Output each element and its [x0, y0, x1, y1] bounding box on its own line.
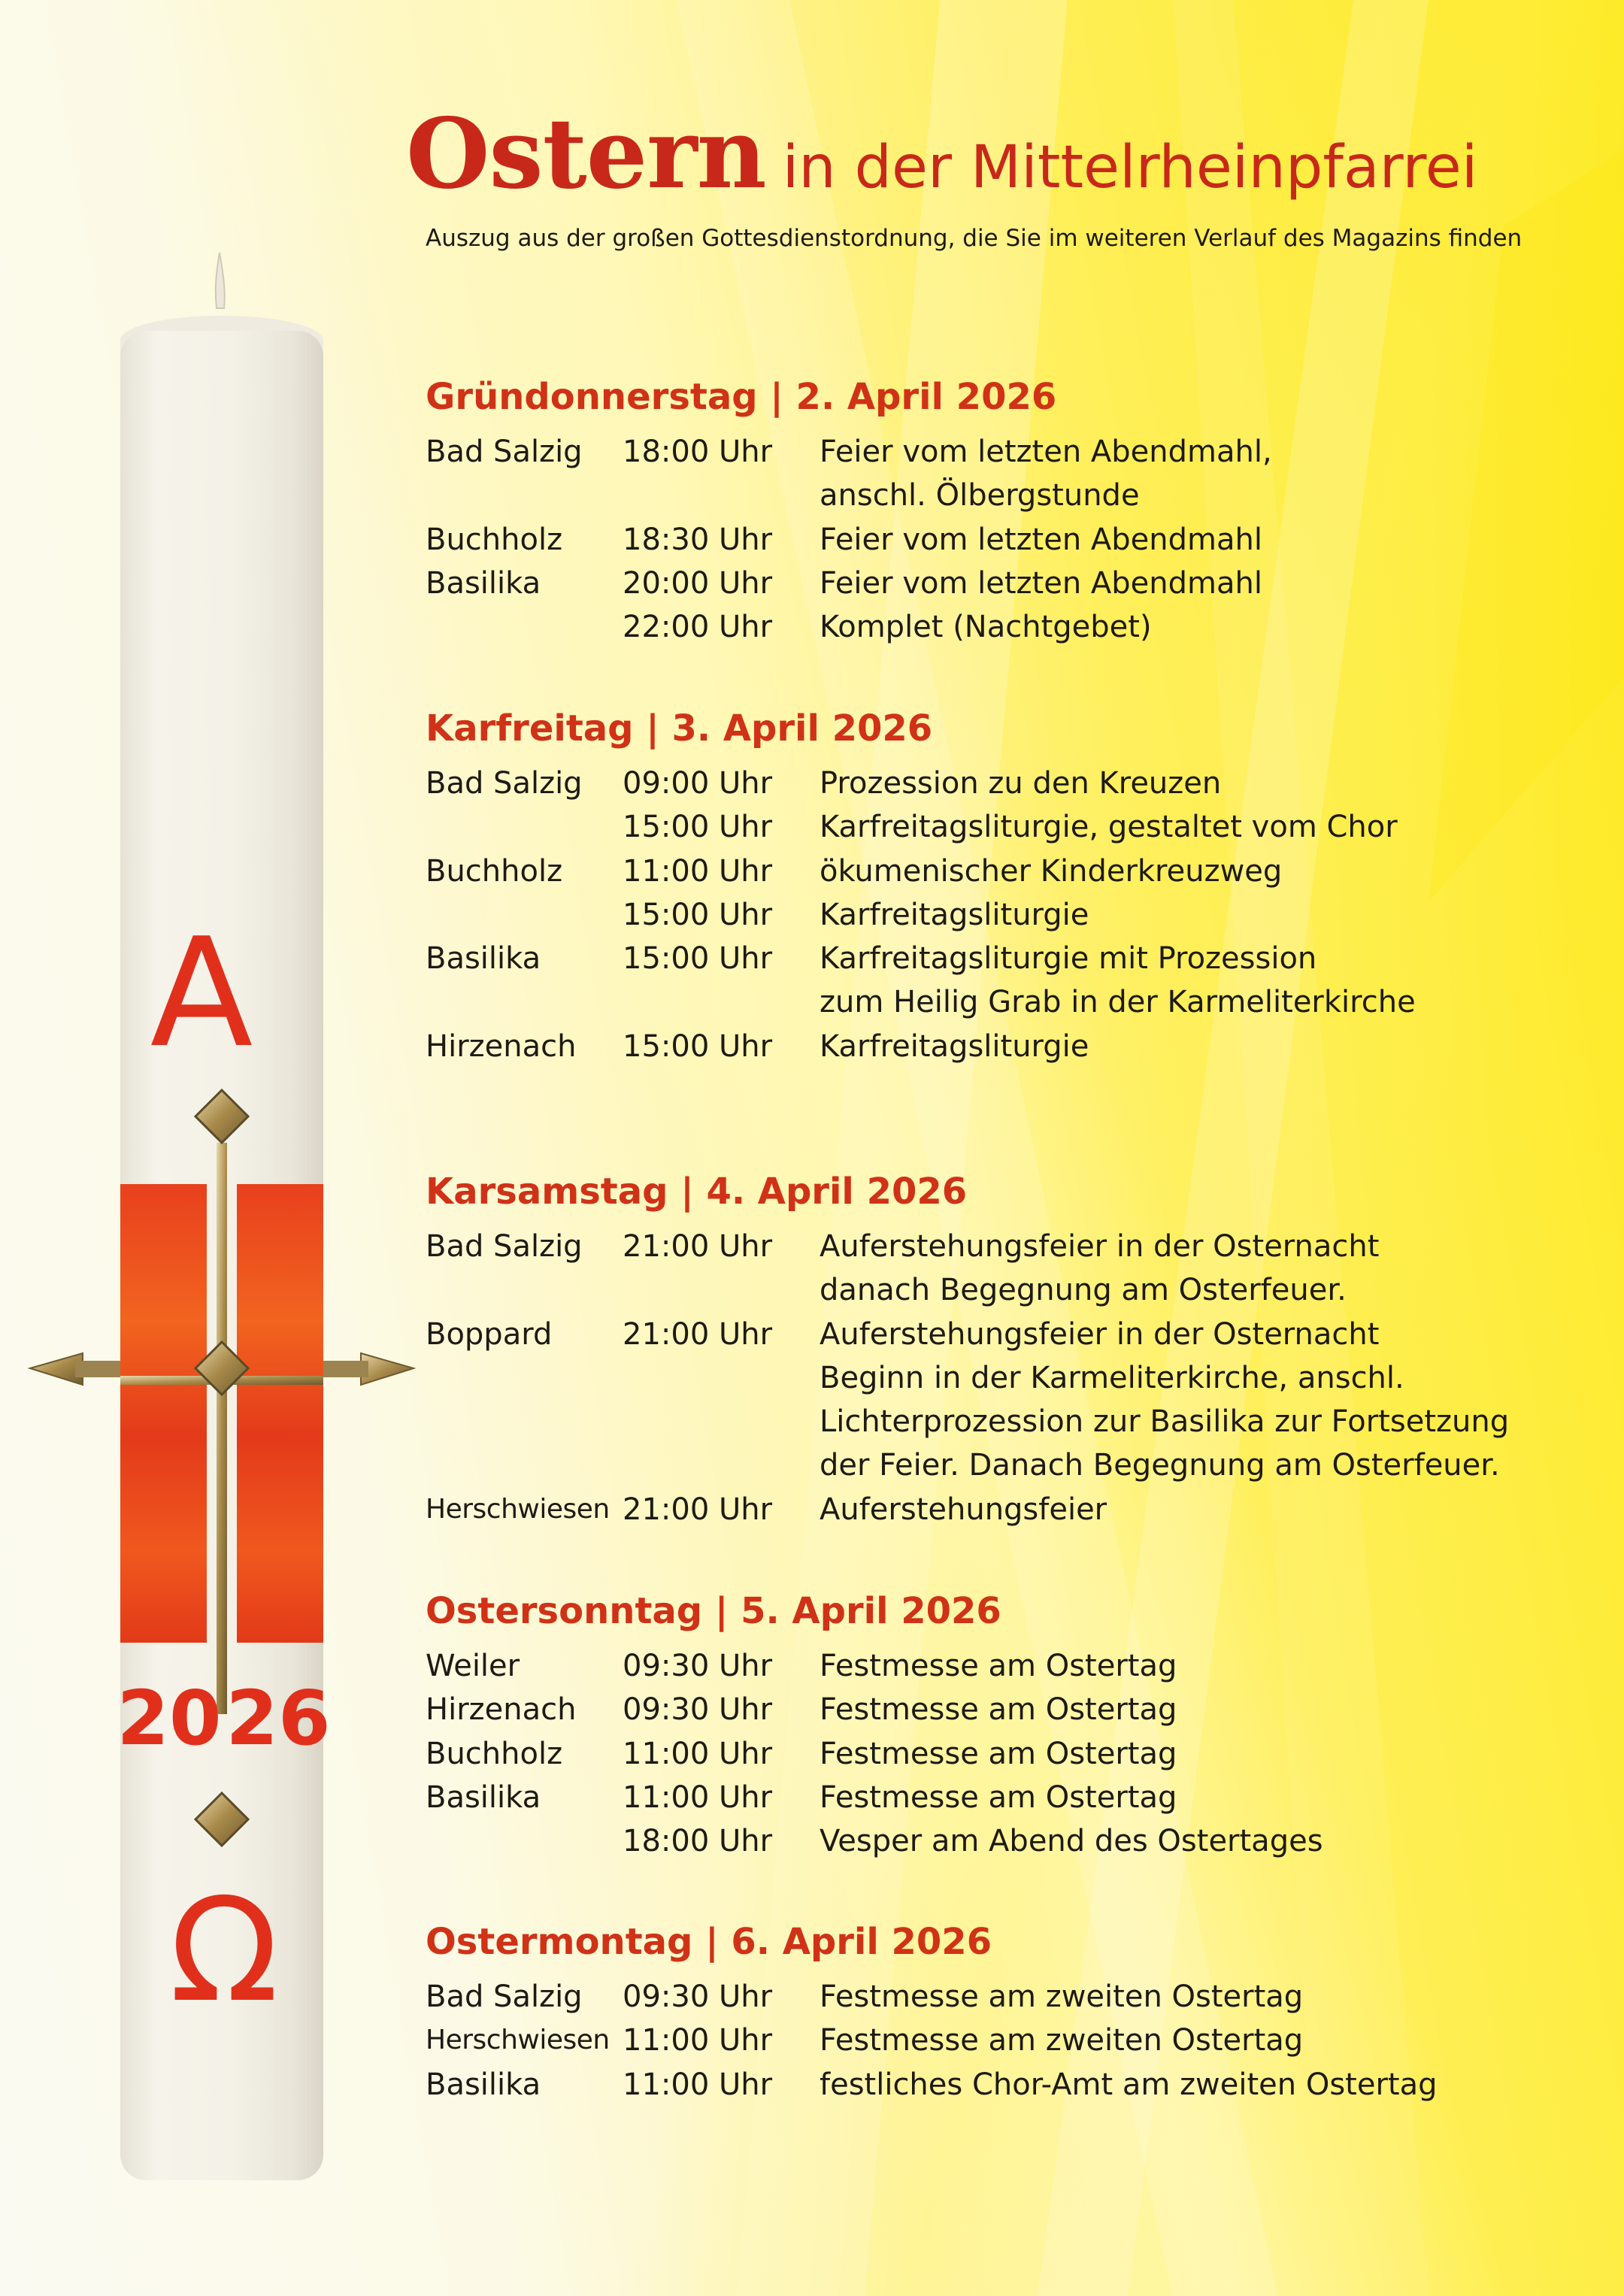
- day-section-karsamstag: [426, 1169, 1598, 1531]
- schedule-row: [426, 518, 1598, 562]
- location-cell: Bad Salzig: [426, 435, 583, 469]
- candle-year-left: 20: [117, 1674, 222, 1762]
- description-cell: Auferstehungsfeier: [820, 1492, 1107, 1527]
- location-cell: Buchholz: [426, 1736, 563, 1771]
- location-cell: Basilika: [426, 565, 541, 601]
- description-cell: festliches Chor-Amt am zweiten Ostertag: [820, 2067, 1438, 2102]
- time-cell: 18:00 Uhr: [623, 1824, 773, 1859]
- time-cell: 22:00 Uhr: [623, 610, 773, 645]
- day-section-karfreitag: [426, 706, 1598, 1068]
- time-cell: [623, 980, 820, 1024]
- schedule-row: [426, 1975, 1598, 2019]
- schedule-row: [426, 1776, 1598, 1819]
- schedule-row: [426, 762, 1598, 805]
- location-cell: Herschwiesen: [426, 2025, 610, 2056]
- description-cell: ökumenischer Kinderkreuzweg: [820, 853, 1283, 889]
- time-cell: 11:00 Uhr: [623, 1780, 773, 1815]
- location-cell: Hirzenach: [426, 1692, 577, 1728]
- description-cell: danach Begegnung am Osterfeuer.: [820, 1273, 1347, 1308]
- schedule-row: [426, 893, 1598, 937]
- schedule-row: [426, 474, 1598, 517]
- page-title: [406, 98, 1477, 211]
- description-cell: Karfreitagsliturgie: [820, 897, 1089, 932]
- day-section-ostermontag: [426, 1919, 1598, 2107]
- schedule-row: [426, 1313, 1598, 1356]
- description-cell: Karfreitagsliturgie mit Prozession: [820, 941, 1317, 977]
- time-cell: 09:30 Uhr: [623, 1692, 773, 1728]
- description-cell: Festmesse am Ostertag: [820, 1649, 1177, 1683]
- description-cell: Vesper am Abend des Ostertages: [820, 1824, 1323, 1859]
- schedule-row: [426, 1819, 1598, 1863]
- time-cell: 09:30 Uhr: [623, 1979, 773, 2014]
- time-cell: 15:00 Uhr: [623, 941, 773, 977]
- location-cell: Basilika: [426, 2067, 541, 2102]
- easter-candle-image: [23, 248, 421, 2203]
- description-cell: Prozession zu den Kreuzen: [820, 766, 1222, 801]
- location-cell: Buchholz: [426, 853, 563, 889]
- day-section-ostersonntag: [426, 1589, 1598, 1863]
- schedule-row: [426, 980, 1598, 1024]
- description-cell: zum Heilig Grab in der Karmeliterkirche: [820, 985, 1416, 1020]
- schedule-row: [426, 605, 1598, 649]
- schedule-row: [426, 2063, 1598, 2107]
- description-cell: Festmesse am Ostertag: [820, 1736, 1177, 1771]
- schedule-row: [426, 1688, 1598, 1731]
- schedule-row: [426, 1443, 1598, 1487]
- schedule-row: [426, 1025, 1598, 1068]
- location-cell: [426, 893, 623, 937]
- location-cell: Bad Salzig: [426, 766, 583, 801]
- location-cell: Buchholz: [426, 522, 563, 557]
- time-cell: 21:00 Uhr: [623, 1229, 773, 1264]
- candle-red-panel-right: [237, 1184, 323, 1643]
- description-cell: Festmesse am zweiten Ostertag: [820, 1979, 1304, 2014]
- description-cell: Feier vom letzten Abendmahl,: [820, 435, 1272, 469]
- time-cell: [623, 474, 820, 517]
- location-cell: [426, 980, 623, 1024]
- time-cell: 15:00 Uhr: [623, 897, 773, 932]
- description-cell: anschl. Ölbergstunde: [820, 478, 1140, 513]
- description-cell: Auferstehungsfeier in der Osternacht: [820, 1316, 1380, 1352]
- day-heading: Karsamstag | 4. April 2026: [426, 1171, 968, 1213]
- time-cell: 11:00 Uhr: [623, 853, 773, 889]
- schedule-row: [426, 1225, 1598, 1268]
- location-cell: [426, 1400, 623, 1443]
- location-cell: [426, 474, 623, 517]
- day-heading: Gründonnerstag | 2. April 2026: [426, 376, 1057, 418]
- candle-year-right: 26: [226, 1674, 331, 1762]
- location-cell: [426, 1356, 623, 1400]
- day-heading: Karfreitag | 3. April 2026: [426, 707, 933, 750]
- title-rest: in der Mittelrheinpfarrei: [782, 134, 1478, 201]
- location-cell: Hirzenach: [426, 1028, 577, 1064]
- schedule-row: [426, 562, 1598, 605]
- time-cell: 20:00 Uhr: [623, 565, 773, 601]
- time-cell: 21:00 Uhr: [623, 1492, 773, 1527]
- location-cell: Boppard: [426, 1316, 553, 1352]
- location-cell: [426, 1819, 623, 1863]
- schedule-row: [426, 1356, 1598, 1400]
- location-cell: Basilika: [426, 941, 541, 977]
- location-cell: [426, 805, 623, 849]
- time-cell: 15:00 Uhr: [623, 810, 773, 845]
- schedule-row: [426, 1644, 1598, 1688]
- location-cell: Basilika: [426, 1780, 541, 1815]
- time-cell: 18:30 Uhr: [623, 522, 773, 557]
- description-cell: Festmesse am zweiten Ostertag: [820, 2023, 1304, 2058]
- time-cell: [623, 1356, 820, 1400]
- location-cell: [426, 1268, 623, 1312]
- title-main: Ostern: [406, 98, 766, 211]
- time-cell: 09:30 Uhr: [623, 1649, 773, 1683]
- location-cell: Bad Salzig: [426, 1979, 583, 2014]
- candle-omega: Ω: [169, 1867, 279, 2034]
- schedule-row: [426, 1488, 1598, 1531]
- description-cell: Feier vom letzten Abendmahl: [820, 565, 1262, 601]
- schedule-row: [426, 937, 1598, 980]
- time-cell: 21:00 Uhr: [623, 1316, 773, 1352]
- description-cell: Komplet (Nachtgebet): [820, 610, 1152, 645]
- time-cell: 11:00 Uhr: [623, 2023, 773, 2058]
- location-cell: Herschwiesen: [426, 1493, 610, 1525]
- description-cell: Beginn in der Karmeliterkirche, anschl.: [820, 1360, 1404, 1395]
- description-cell: Lichterprozession zur Basilika zur Fortsetzung: [820, 1404, 1510, 1440]
- schedule-row: [426, 850, 1598, 893]
- time-cell: [623, 1443, 820, 1487]
- location-cell: Weiler: [426, 1649, 520, 1683]
- description-cell: der Feier. Danach Begegnung am Osterfeuer.: [820, 1448, 1500, 1483]
- day-heading: Ostermontag | 6. April 2026: [426, 1921, 992, 1963]
- location-cell: [426, 605, 623, 649]
- time-cell: 09:00 Uhr: [623, 766, 773, 801]
- day-section-gruendonnerstag: [426, 374, 1598, 649]
- candle-alpha: A: [150, 906, 253, 1081]
- location-cell: [426, 1443, 623, 1487]
- description-cell: Karfreitagsliturgie: [820, 1028, 1089, 1064]
- time-cell: [623, 1268, 820, 1312]
- day-heading: Ostersonntag | 5. April 2026: [426, 1590, 1001, 1632]
- description-cell: Auferstehungsfeier in der Osternacht: [820, 1229, 1380, 1264]
- time-cell: 11:00 Uhr: [623, 2067, 773, 2102]
- schedule-row: [426, 2019, 1598, 2062]
- candle-red-panel-left: [120, 1184, 207, 1643]
- time-cell: [623, 1400, 820, 1443]
- schedule-row: [426, 1732, 1598, 1776]
- schedule-row: [426, 1268, 1598, 1312]
- page-subtitle: Auszug aus der großen Gottesdienstordnung, die Sie im weiteren Verlauf des Magazins finden: [426, 225, 1522, 252]
- description-cell: Feier vom letzten Abendmahl: [820, 522, 1262, 557]
- description-cell: Festmesse am Ostertag: [820, 1692, 1177, 1728]
- time-cell: 15:00 Uhr: [623, 1028, 773, 1064]
- schedule-row: [426, 430, 1598, 474]
- time-cell: 18:00 Uhr: [623, 435, 773, 469]
- schedule-row: [426, 1400, 1598, 1443]
- schedule-row: [426, 805, 1598, 849]
- description-cell: Karfreitagsliturgie, gestaltet vom Chor: [820, 810, 1398, 845]
- description-cell: Festmesse am Ostertag: [820, 1780, 1177, 1815]
- location-cell: Bad Salzig: [426, 1229, 583, 1264]
- time-cell: 11:00 Uhr: [623, 1736, 773, 1771]
